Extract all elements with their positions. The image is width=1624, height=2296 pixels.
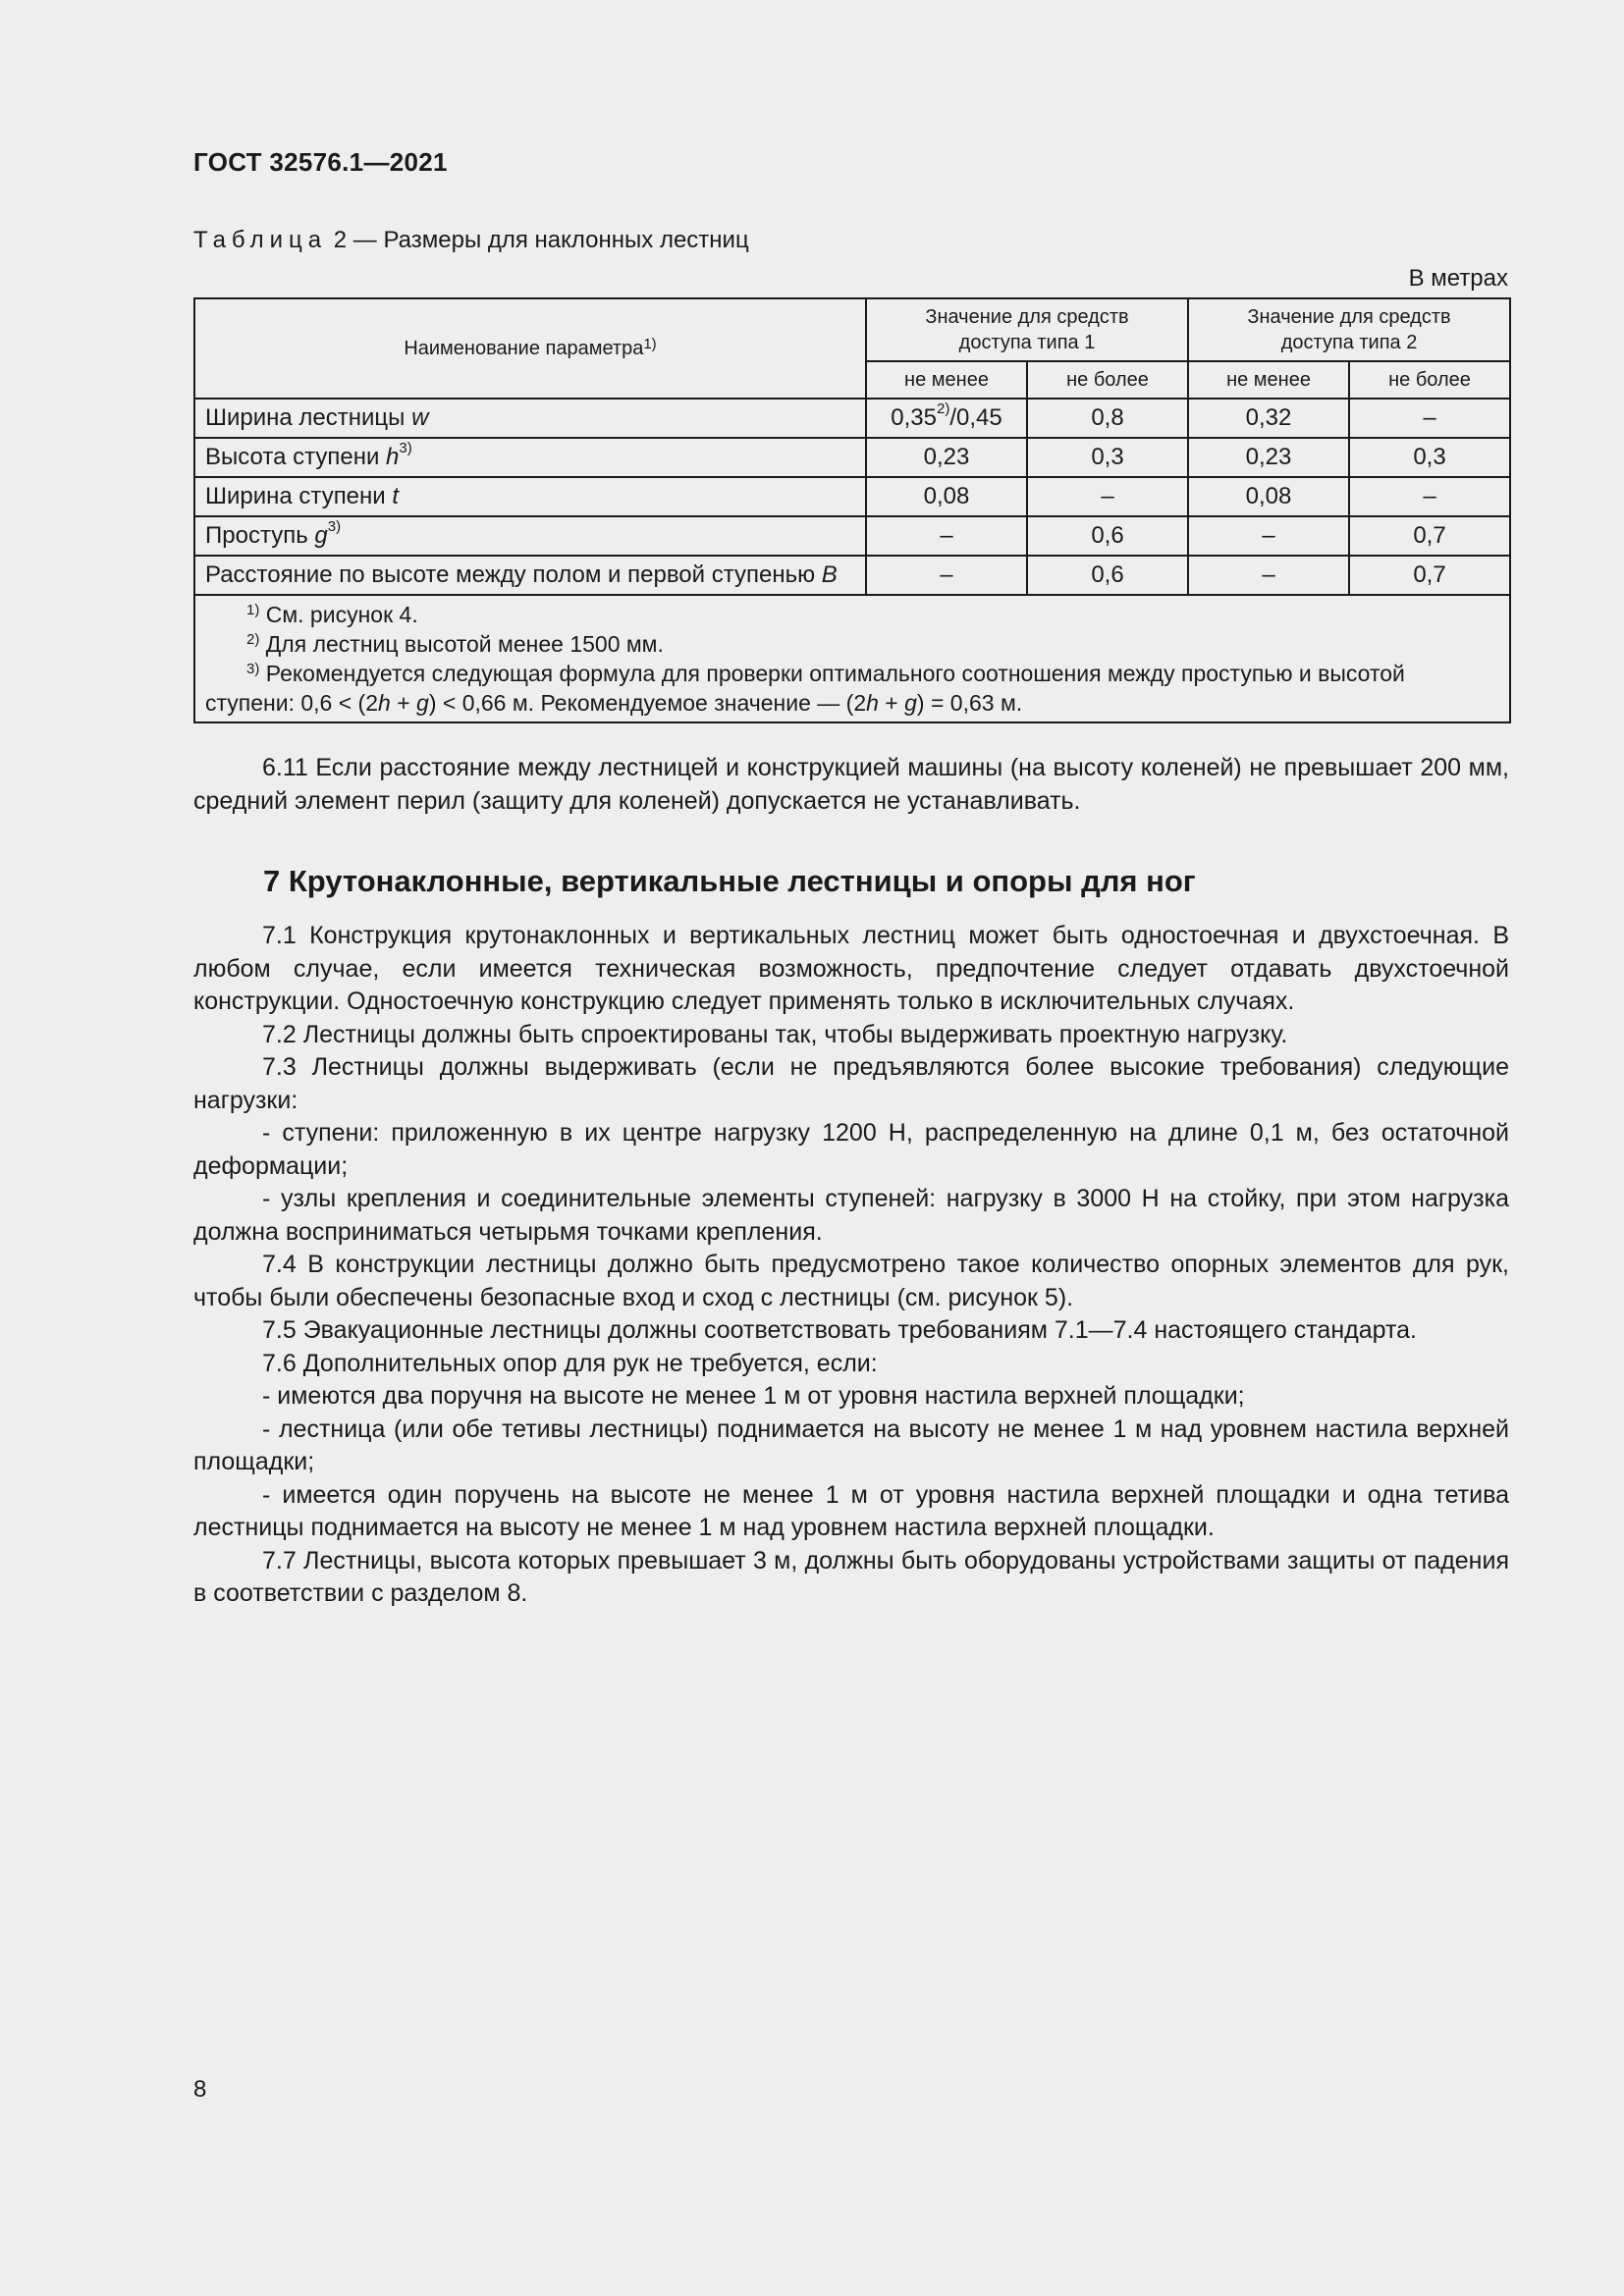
header-max-type1: не более bbox=[1027, 361, 1188, 399]
header-parameter-name: Наименование параметра$^{1)}$ bbox=[194, 298, 866, 399]
table-caption-title: 2 — Размеры для наклонных лестниц bbox=[327, 227, 749, 253]
cell-value: 0,6 bbox=[1027, 556, 1188, 595]
paragraph-7-3: 7.3 Лестницы должны выдерживать (если не предъявляются более высокие требования) следующие нагрузки: bbox=[193, 1053, 1509, 1114]
param-label: Высота ступени $h^{3)}$ bbox=[194, 438, 866, 477]
list-item: - имеется один поручень на высоте не менее 1 м от уровня настила верхней площадки и одна тетива лестницы поднимается на высоту не менее 1 м над уровнем настила верхней площадки. bbox=[193, 1480, 1509, 1541]
list-item: - лестница (или обе тетивы лестницы) поднимается на высоту не менее 1 м над уровнем настила верхней площадки; bbox=[193, 1415, 1509, 1475]
section-7-body bbox=[193, 920, 1509, 1611]
table-row bbox=[194, 516, 1510, 556]
paragraph-7-6: 7.6 Дополнительных опор для рук не требуется, если: bbox=[262, 1349, 878, 1377]
table-row bbox=[194, 399, 1510, 438]
list-item: - имеются два поручня на высоте не менее 1 м от уровня настила верхней площадки; bbox=[262, 1382, 1245, 1410]
cell-value: 0,35$^{2)}$/0,45 bbox=[866, 399, 1027, 438]
paragraph-7-7: 7.7 Лестницы, высота которых превышает 3 м, должны быть оборудованы устройствами защиты от падения в соответствии с разделом 8. bbox=[193, 1546, 1509, 1607]
cell-value: 0,7 bbox=[1349, 556, 1510, 595]
dimensions-table bbox=[193, 297, 1511, 723]
page-number: 8 bbox=[193, 2076, 207, 2103]
cell-value: 0,23 bbox=[1188, 438, 1349, 477]
param-label: Проступь $g^{3)}$ bbox=[194, 516, 866, 556]
cell-value: – bbox=[1027, 477, 1188, 516]
cell-value: – bbox=[1188, 516, 1349, 556]
table-footnotes bbox=[194, 595, 1510, 722]
param-label: Расстояние по высоте между полом и первой ступенью B bbox=[194, 556, 866, 595]
document-id: ГОСТ 32576.1—2021 bbox=[193, 147, 448, 177]
section-7-heading: 7 Крутонаклонные, вертикальные лестницы и опоры для ног bbox=[263, 864, 1196, 898]
param-label: Ширина лестницы w bbox=[194, 399, 866, 438]
header-min-type2: не менее bbox=[1188, 361, 1349, 399]
cell-value: – bbox=[866, 556, 1027, 595]
cell-value: 0,08 bbox=[1188, 477, 1349, 516]
cell-value: 0,23 bbox=[866, 438, 1027, 477]
cell-value: – bbox=[866, 516, 1027, 556]
paragraph-7-2: 7.2 Лестницы должны быть спроектированы так, чтобы выдерживать проектную нагрузку. bbox=[262, 1020, 1288, 1048]
footnote-1: $^{1)}$ См. рисунок 4. bbox=[246, 602, 418, 627]
cell-value: 0,7 bbox=[1349, 516, 1510, 556]
cell-value: 0,6 bbox=[1027, 516, 1188, 556]
table-row bbox=[194, 438, 1510, 477]
table-row bbox=[194, 477, 1510, 516]
header-group-type2: Значение для средств доступа типа 2 bbox=[1188, 298, 1510, 361]
table-caption bbox=[193, 227, 749, 254]
cell-value: 0,08 bbox=[866, 477, 1027, 516]
header-max-type2: не более bbox=[1349, 361, 1510, 399]
list-item: - узлы крепления и соединительные элементы ступеней: нагрузку в 3000 Н на стойку, при этом нагрузка должна восприниматься четырьмя точками крепления. bbox=[193, 1185, 1509, 1246]
cell-value: – bbox=[1349, 399, 1510, 438]
param-label: Ширина ступени t bbox=[194, 477, 866, 516]
cell-value: 0,3 bbox=[1349, 438, 1510, 477]
header-group-type1: Значение для средств доступа типа 1 bbox=[866, 298, 1188, 361]
table-units: В метрах bbox=[1408, 265, 1508, 292]
paragraph-7-5: 7.5 Эвакуационные лестницы должны соответствовать требованиям 7.1—7.4 настоящего стандарта. bbox=[262, 1316, 1417, 1344]
cell-value: – bbox=[1188, 556, 1349, 595]
header-min-type1: не менее bbox=[866, 361, 1027, 399]
cell-value: – bbox=[1349, 477, 1510, 516]
cell-value: 0,32 bbox=[1188, 399, 1349, 438]
table-caption-prefix: Таблица bbox=[193, 227, 328, 253]
footnote-2: $^{2)}$ Для лестниц высотой менее 1500 мм. bbox=[246, 631, 664, 657]
cell-value: 0,8 bbox=[1027, 399, 1188, 438]
list-item: - ступени: приложенную в их центре нагрузку 1200 Н, распределенную на длине 0,1 м, без остаточной деформации; bbox=[193, 1119, 1509, 1180]
paragraph-6-11: 6.11 Если расстояние между лестницей и конструкцией машины (на высоту коленей) не превышает 200 мм, средний элемент перил (защиту для коленей) допускается не устанавливать. bbox=[193, 754, 1509, 815]
table-row bbox=[194, 556, 1510, 595]
paragraph-7-4: 7.4 В конструкции лестницы должно быть предусмотрено такое количество опорных элементов для рук, чтобы были обеспечены безопасные вход и сход с лестницы (см. рисунок 5). bbox=[193, 1251, 1509, 1311]
footnote-3: $^{3)}$ Рекомендуется следующая формула для проверки оптимального соотношения между проступью и высотой ступени: 0,6 < (2h + g) < 0,66 м. Рекомендуемое значение — (2h + g) = 0,63 м. bbox=[205, 661, 1405, 716]
cell-value: 0,3 bbox=[1027, 438, 1188, 477]
paragraph-6-11-block bbox=[193, 752, 1509, 818]
paragraph-7-1: 7.1 Конструкция крутонаклонных и вертикальных лестниц может быть одностоечная и двухстоечная. В любом случае, если имеется техническая возможность, предпочтение следует отдавать двухстоечной конструкции. Одностоечную конструкцию следует применять только в исключительных случаях. bbox=[193, 922, 1509, 1015]
